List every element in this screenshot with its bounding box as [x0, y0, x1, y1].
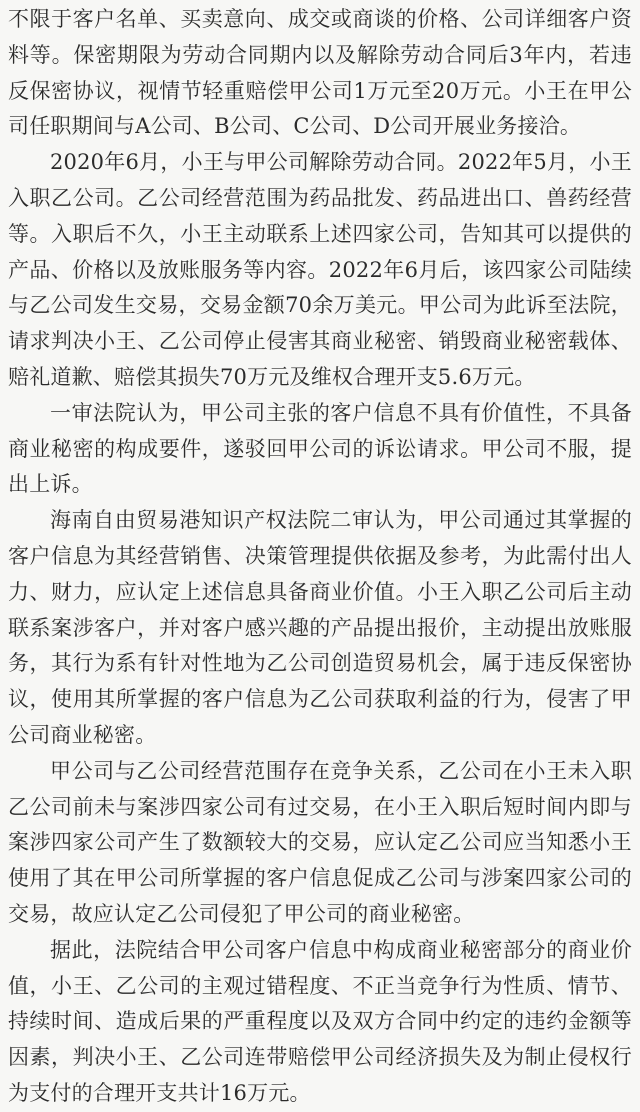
paragraph-5: 甲公司与乙公司经营范围存在竞争关系，乙公司在小王未入职乙公司前未与案涉四家公司有过交易，在小王入职后短时间内即与案涉四家公司产生了数额较大的交易，应认定乙公司应当知悉小王使用了其在甲公司所掌握的客户信息促成乙公司与涉案四家公司的交易，故应认定乙公司侵犯了甲公司的商业秘密。 — [8, 758, 632, 926]
article-body — [8, 0, 632, 1112]
paragraph-3: 一审法院认为，甲公司主张的客户信息不具有价值性，不具备商业秘密的构成要件，遂驳回甲公司的诉讼请求。甲公司不服，提出上诉。 — [8, 400, 632, 497]
paragraph-6: 据此，法院结合甲公司客户信息中构成商业秘密部分的商业价值，小王、乙公司的主观过错程度、不正当竞争行为性质、情节、持续时间、造成后果的严重程度以及双方合同中约定的违约金额等因素，判决小王、乙公司连带赔偿甲公司经济损失及为制止侵权行为支付的合理开支共计16万元。 — [8, 937, 632, 1105]
paragraph-2: 2020年6月，小王与甲公司解除劳动合同。2022年5月，小王入职乙公司。乙公司经营范围为药品批发、药品进出口、兽药经营等。入职后不久，小王主动联系上述四家公司，告知其可以提供的产品、价格以及放账服务等内容。2022年6月后，该四家公司陆续与乙公司发生交易，交易金额70余万美元。甲公司为此诉至法院，请求判决小王、乙公司停止侵害其商业秘密、销毁商业秘密载体、赔礼道歉、赔偿其损失70万元及维权合理开支5.6万元。 — [8, 150, 632, 389]
document-page — [8, 0, 632, 1105]
paragraph-4: 海南自由贸易港知识产权法院二审认为，甲公司通过其掌握的客户信息为其经营销售、决策管理提供依据及参考，为此需付出人力、财力，应认定上述信息具备商业价值。小王入职乙公司后主动联系案涉客户，并对客户感兴趣的产品提出报价，主动提出放账服务，其行为系有针对性地为乙公司创造贸易机会，属于违反保密协议，使用其所掌握的客户信息为乙公司获取利益的行为，侵害了甲公司商业秘密。 — [8, 508, 632, 747]
paragraph-1: 不限于客户名单、买卖意向、成交或商谈的价格、公司详细客户资料等。保密期限为劳动合同期内以及解除劳动合同后3年内，若违反保密协议，视情节轻重赔偿甲公司1万元至20万元。小王在甲公司任职期间与A公司、B公司、C公司、D公司开展业务接洽。 — [8, 7, 632, 139]
